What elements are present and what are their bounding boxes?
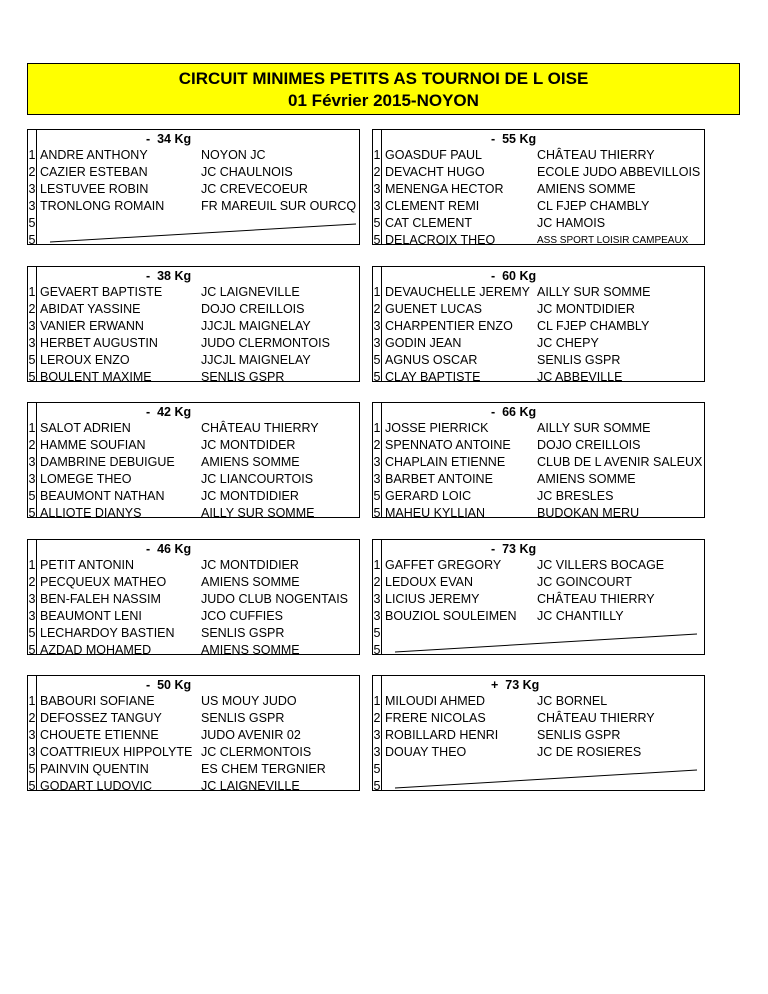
- result-row: [28, 164, 359, 181]
- athlete-name: DEVACHT HUGO: [385, 165, 485, 179]
- rank-number: 1: [373, 421, 381, 435]
- club-name: JC CHANTILLY: [537, 609, 624, 623]
- rank-number: 3: [28, 592, 36, 606]
- weight-category-panel: [27, 129, 360, 245]
- club-name: AMIENS SOMME: [201, 575, 300, 589]
- result-row: [28, 471, 359, 488]
- club-name: FR MAREUIL SUR OURCQ: [201, 199, 357, 213]
- athlete-name: CHOUETE ETIENNE: [40, 728, 159, 742]
- result-row: [373, 471, 704, 488]
- club-name: ES CHEM TERGNIER: [201, 762, 326, 776]
- result-row: [373, 232, 704, 249]
- rank-number: 2: [373, 575, 381, 589]
- club-name: JC ABBEVILLE: [537, 370, 623, 384]
- club-name: JJCJL MAIGNELAY: [201, 353, 311, 367]
- athlete-name: ANDRE ANTHONY: [40, 148, 148, 162]
- club-name: AILLY SUR SOMME: [537, 421, 651, 435]
- result-row: [28, 642, 359, 659]
- club-name: CLUB DE L AVENIR SALEUX: [537, 455, 703, 469]
- result-row: [373, 505, 704, 522]
- strike-line: [50, 224, 356, 242]
- club-name: JC GOINCOURT: [537, 575, 632, 589]
- result-row: [373, 693, 704, 710]
- result-row: [373, 147, 704, 164]
- club-name: NOYON JC: [201, 148, 266, 162]
- athlete-name: BABOURI SOFIANE: [40, 694, 155, 708]
- athlete-name: LICIUS JEREMY: [385, 592, 480, 606]
- rank-number: 1: [373, 694, 381, 708]
- result-row: [373, 437, 704, 454]
- club-name: JC MONTDIDIER: [201, 489, 299, 503]
- club-name: SENLIS GSPR: [537, 353, 621, 367]
- club-name: SENLIS GSPR: [201, 370, 285, 384]
- athlete-name: VANIER ERWANN: [40, 319, 144, 333]
- athlete-name: TRONLONG ROMAIN: [40, 199, 165, 213]
- rank-number: 5: [28, 216, 36, 230]
- athlete-name: BOULENT MAXIME: [40, 370, 152, 384]
- weight-category-label: - 46 Kg: [146, 542, 192, 556]
- result-row: [28, 761, 359, 778]
- athlete-name: LESTUVEE ROBIN: [40, 182, 149, 196]
- result-row: [28, 693, 359, 710]
- result-row: [28, 591, 359, 608]
- athlete-name: GUENET LUCAS: [385, 302, 483, 316]
- athlete-name: CAT CLEMENT: [385, 216, 473, 230]
- result-row: [28, 284, 359, 301]
- weight-category-label: - 55 Kg: [491, 132, 537, 146]
- club-name: AMIENS SOMME: [201, 455, 300, 469]
- club-name: JC BORNEL: [537, 694, 608, 708]
- result-row: [28, 420, 359, 437]
- club-name: JCO CUFFIES: [201, 609, 283, 623]
- rank-number: 1: [373, 558, 381, 572]
- rank-number: 3: [373, 319, 381, 333]
- club-name: JC HAMOIS: [537, 216, 606, 230]
- rank-number: 5: [28, 370, 36, 384]
- rank-number: 2: [373, 302, 381, 316]
- athlete-name: DEVAUCHELLE JEREMY: [385, 285, 530, 299]
- tournament-title: CIRCUIT MINIMES PETITS AS TOURNOI DE L OISE: [178, 69, 589, 88]
- club-name: CL FJEP CHAMBLY: [537, 199, 650, 213]
- club-name: JC BRESLES: [537, 489, 614, 503]
- club-name: JC CREVECOEUR: [201, 182, 308, 196]
- club-name: JC CLERMONTOIS: [201, 745, 312, 759]
- club-name: AILLY SUR SOMME: [201, 506, 315, 520]
- rank-number: 3: [373, 455, 381, 469]
- rank-number: 5: [28, 643, 36, 657]
- rank-number: 2: [373, 711, 381, 725]
- result-row: [28, 744, 359, 761]
- athlete-name: FRERE NICOLAS: [385, 711, 486, 725]
- athlete-name: HAMME SOUFIAN: [40, 438, 146, 452]
- rank-number: 2: [28, 575, 36, 589]
- club-name: SENLIS GSPR: [537, 728, 621, 742]
- athlete-name: GEVAERT BAPTISTE: [40, 285, 163, 299]
- club-name: JC MONTDIDIER: [537, 302, 635, 316]
- club-name: CHÂTEAU THIERRY: [201, 421, 319, 435]
- rank-number: 5: [28, 626, 36, 640]
- result-row: [373, 710, 704, 727]
- athlete-name: ALLIOTE DIANYS: [40, 506, 142, 520]
- result-row: [373, 420, 704, 437]
- club-name: JC LAIGNEVILLE: [201, 285, 300, 299]
- rank-number: 1: [373, 148, 381, 162]
- rank-number: 5: [28, 762, 36, 776]
- result-row: [28, 727, 359, 744]
- weight-category-panel: [27, 402, 360, 518]
- club-name: US MOUY JUDO: [201, 694, 297, 708]
- club-name: JUDO CLUB NOGENTAIS: [201, 592, 349, 606]
- rank-number: 5: [373, 779, 381, 793]
- rank-number: 3: [373, 182, 381, 196]
- result-row: [28, 369, 359, 386]
- result-row: [373, 369, 704, 386]
- rank-number: 5: [373, 489, 381, 503]
- result-row: [28, 454, 359, 471]
- weight-category-panel: [372, 129, 705, 245]
- athlete-name: PAINVIN QUENTIN: [40, 762, 149, 776]
- rank-number: 5: [373, 762, 381, 776]
- rank-number: 2: [28, 711, 36, 725]
- rank-number: 3: [28, 609, 36, 623]
- club-name: SENLIS GSPR: [201, 626, 285, 640]
- weight-category-label: - 34 Kg: [146, 132, 192, 146]
- athlete-name: LOMEGE THEO: [40, 472, 132, 486]
- club-name: ECOLE JUDO ABBEVILLOIS: [537, 165, 701, 179]
- athlete-name: GODIN JEAN: [385, 336, 462, 350]
- athlete-name: GERARD LOIC: [385, 489, 472, 503]
- rank-number: 3: [28, 745, 36, 759]
- result-row: [373, 454, 704, 471]
- rank-number: 2: [373, 438, 381, 452]
- rank-number: 3: [28, 319, 36, 333]
- rank-number: 1: [28, 558, 36, 572]
- athlete-name: DOUAY THEO: [385, 745, 467, 759]
- rank-number: 5: [373, 353, 381, 367]
- athlete-name: CAZIER ESTEBAN: [40, 165, 148, 179]
- weight-category-label: - 73 Kg: [491, 542, 537, 556]
- athlete-name: PECQUEUX MATHEO: [40, 575, 167, 589]
- club-name: AMIENS SOMME: [201, 643, 300, 657]
- weight-category-panel: [372, 266, 705, 382]
- athlete-name: ROBILLARD HENRI: [385, 728, 499, 742]
- rank-number: 2: [373, 165, 381, 179]
- club-name: JC LIANCOURTOIS: [201, 472, 314, 486]
- club-name: JC CHAULNOIS: [201, 165, 293, 179]
- athlete-name: MILOUDI AHMED: [385, 694, 486, 708]
- rank-number: 2: [28, 438, 36, 452]
- result-row: [373, 318, 704, 335]
- rank-number: 3: [373, 728, 381, 742]
- athlete-name: MAHEU KYLLIAN: [385, 506, 486, 520]
- athlete-name: DELACROIX THEO: [385, 233, 496, 247]
- club-name: JUDO AVENIR 02: [201, 728, 301, 742]
- club-name: AMIENS SOMME: [537, 182, 636, 196]
- athlete-name: BOUZIOL SOULEIMEN: [385, 609, 517, 623]
- result-row: [28, 574, 359, 591]
- rank-number: 3: [28, 336, 36, 350]
- rank-number: 3: [373, 745, 381, 759]
- weight-category-label: - 50 Kg: [146, 678, 192, 692]
- rank-number: 5: [373, 216, 381, 230]
- club-name: CHÂTEAU THIERRY: [537, 148, 655, 162]
- weight-category-label: - 66 Kg: [491, 405, 537, 419]
- club-name: CHÂTEAU THIERRY: [537, 711, 655, 725]
- athlete-name: AZDAD MOHAMED: [40, 643, 152, 657]
- result-row: [28, 608, 359, 625]
- result-row: [28, 488, 359, 505]
- result-row: [373, 574, 704, 591]
- athlete-name: DAMBRINE DEBUIGUE: [40, 455, 175, 469]
- result-row: [373, 164, 704, 181]
- athlete-name: CHAPLAIN ETIENNE: [385, 455, 506, 469]
- result-row: [28, 352, 359, 369]
- club-name: DOJO CREILLOIS: [201, 302, 305, 316]
- weight-category-label: + 73 Kg: [491, 678, 540, 692]
- result-row: [373, 727, 704, 744]
- result-row: [373, 301, 704, 318]
- empty-slot-strike-line: [28, 206, 358, 246]
- athlete-name: SALOT ADRIEN: [40, 421, 131, 435]
- rank-number: 3: [373, 199, 381, 213]
- rank-number: 1: [28, 148, 36, 162]
- athlete-name: LECHARDOY BASTIEN: [40, 626, 175, 640]
- rank-number: 5: [373, 643, 381, 657]
- athlete-name: MENENGA HECTOR: [385, 182, 504, 196]
- athlete-name: JOSSE PIERRICK: [385, 421, 489, 435]
- club-name: AMIENS SOMME: [537, 472, 636, 486]
- athlete-name: DEFOSSEZ TANGUY: [40, 711, 162, 725]
- athlete-name: CLEMENT REMI: [385, 199, 480, 213]
- rank-number: 2: [28, 165, 36, 179]
- strike-line: [395, 634, 697, 652]
- result-row: [28, 181, 359, 198]
- title-banner: [27, 63, 740, 115]
- athlete-name: COATTRIEUX HIPPOLYTE: [40, 745, 193, 759]
- rank-number: 5: [373, 506, 381, 520]
- result-row: [373, 488, 704, 505]
- weight-category-panel: [27, 266, 360, 382]
- result-row: [28, 301, 359, 318]
- result-row: [373, 198, 704, 215]
- rank-number: 5: [28, 779, 36, 793]
- result-row: [373, 335, 704, 352]
- athlete-name: SPENNATO ANTOINE: [385, 438, 511, 452]
- result-row: [373, 352, 704, 369]
- rank-number: 1: [28, 285, 36, 299]
- club-name: JUDO CLERMONTOIS: [201, 336, 330, 350]
- rank-number: 1: [28, 421, 36, 435]
- weight-category-panel: [27, 539, 360, 655]
- weight-category-panel: [27, 675, 360, 791]
- tournament-date: 01 Février 2015-NOYON: [288, 91, 479, 110]
- athlete-name: GOASDUF PAUL: [385, 148, 483, 162]
- club-name: SENLIS GSPR: [201, 711, 285, 725]
- club-name: JC VILLERS BOCAGE: [537, 558, 665, 572]
- result-row: [28, 625, 359, 642]
- club-name: JJCJL MAIGNELAY: [201, 319, 311, 333]
- result-row: [373, 215, 704, 232]
- rank-number: 3: [28, 455, 36, 469]
- athlete-name: BEN-FALEH NASSIM: [40, 592, 161, 606]
- result-row: [28, 505, 359, 522]
- result-row: [373, 557, 704, 574]
- rank-number: 3: [373, 472, 381, 486]
- club-name: CHÂTEAU THIERRY: [537, 592, 655, 606]
- club-name: ASS SPORT LOISIR CAMPEAUX: [537, 235, 689, 246]
- club-name: JC LAIGNEVILLE: [201, 779, 300, 793]
- weight-category-label: - 42 Kg: [146, 405, 192, 419]
- result-row: [28, 437, 359, 454]
- result-row: [28, 318, 359, 335]
- club-name: CL FJEP CHAMBLY: [537, 319, 650, 333]
- result-row: [373, 591, 704, 608]
- club-name: AILLY SUR SOMME: [537, 285, 651, 299]
- athlete-name: LEDOUX EVAN: [385, 575, 473, 589]
- athlete-name: CHARPENTIER ENZO: [385, 319, 513, 333]
- athlete-name: AGNUS OSCAR: [385, 353, 478, 367]
- athlete-name: GAFFET GREGORY: [385, 558, 502, 572]
- club-name: BUDOKAN MERU: [537, 506, 640, 520]
- rank-number: 5: [28, 353, 36, 367]
- rank-number: 3: [28, 199, 36, 213]
- rank-number: 3: [373, 336, 381, 350]
- athlete-name: CLAY BAPTISTE: [385, 370, 481, 384]
- rank-number: 5: [373, 626, 381, 640]
- rank-number: 5: [373, 233, 381, 247]
- weight-category-panel: [372, 539, 705, 655]
- rank-number: 3: [28, 182, 36, 196]
- strike-line: [395, 770, 697, 788]
- result-row: [28, 778, 359, 795]
- empty-slot-strike-line: [373, 616, 703, 656]
- athlete-name: PETIT ANTONIN: [40, 558, 135, 572]
- rank-number: 5: [28, 489, 36, 503]
- rank-number: 3: [28, 728, 36, 742]
- club-name: JC CHEPY: [537, 336, 599, 350]
- club-name: JC MONTDIDER: [201, 438, 296, 452]
- club-name: JC MONTDIDIER: [201, 558, 299, 572]
- result-row: [373, 181, 704, 198]
- athlete-name: GODART LUDOVIC: [40, 779, 153, 793]
- weight-category-panel: [372, 402, 705, 518]
- club-name: DOJO CREILLOIS: [537, 438, 641, 452]
- weight-category-label: - 60 Kg: [491, 269, 537, 283]
- athlete-name: LEROUX ENZO: [40, 353, 130, 367]
- rank-number: 1: [373, 285, 381, 299]
- rank-number: 5: [28, 233, 36, 247]
- result-row: [28, 710, 359, 727]
- result-row: [28, 557, 359, 574]
- athlete-name: BEAUMONT LENI: [40, 609, 142, 623]
- athlete-name: HERBET AUGUSTIN: [40, 336, 158, 350]
- club-name: JC DE ROSIERES: [537, 745, 642, 759]
- athlete-name: BARBET ANTOINE: [385, 472, 493, 486]
- athlete-name: BEAUMONT NATHAN: [40, 489, 165, 503]
- rank-number: 5: [373, 370, 381, 384]
- rank-number: 2: [28, 302, 36, 316]
- result-row: [28, 147, 359, 164]
- rank-number: 3: [28, 472, 36, 486]
- result-row: [373, 284, 704, 301]
- rank-number: 3: [373, 609, 381, 623]
- rank-number: 1: [28, 694, 36, 708]
- athlete-name: ABIDAT YASSINE: [40, 302, 141, 316]
- result-row: [28, 335, 359, 352]
- rank-number: 3: [373, 592, 381, 606]
- rank-number: 5: [28, 506, 36, 520]
- empty-slot-strike-line: [373, 752, 703, 792]
- weight-category-label: - 38 Kg: [146, 269, 192, 283]
- weight-category-panel: [372, 675, 705, 791]
